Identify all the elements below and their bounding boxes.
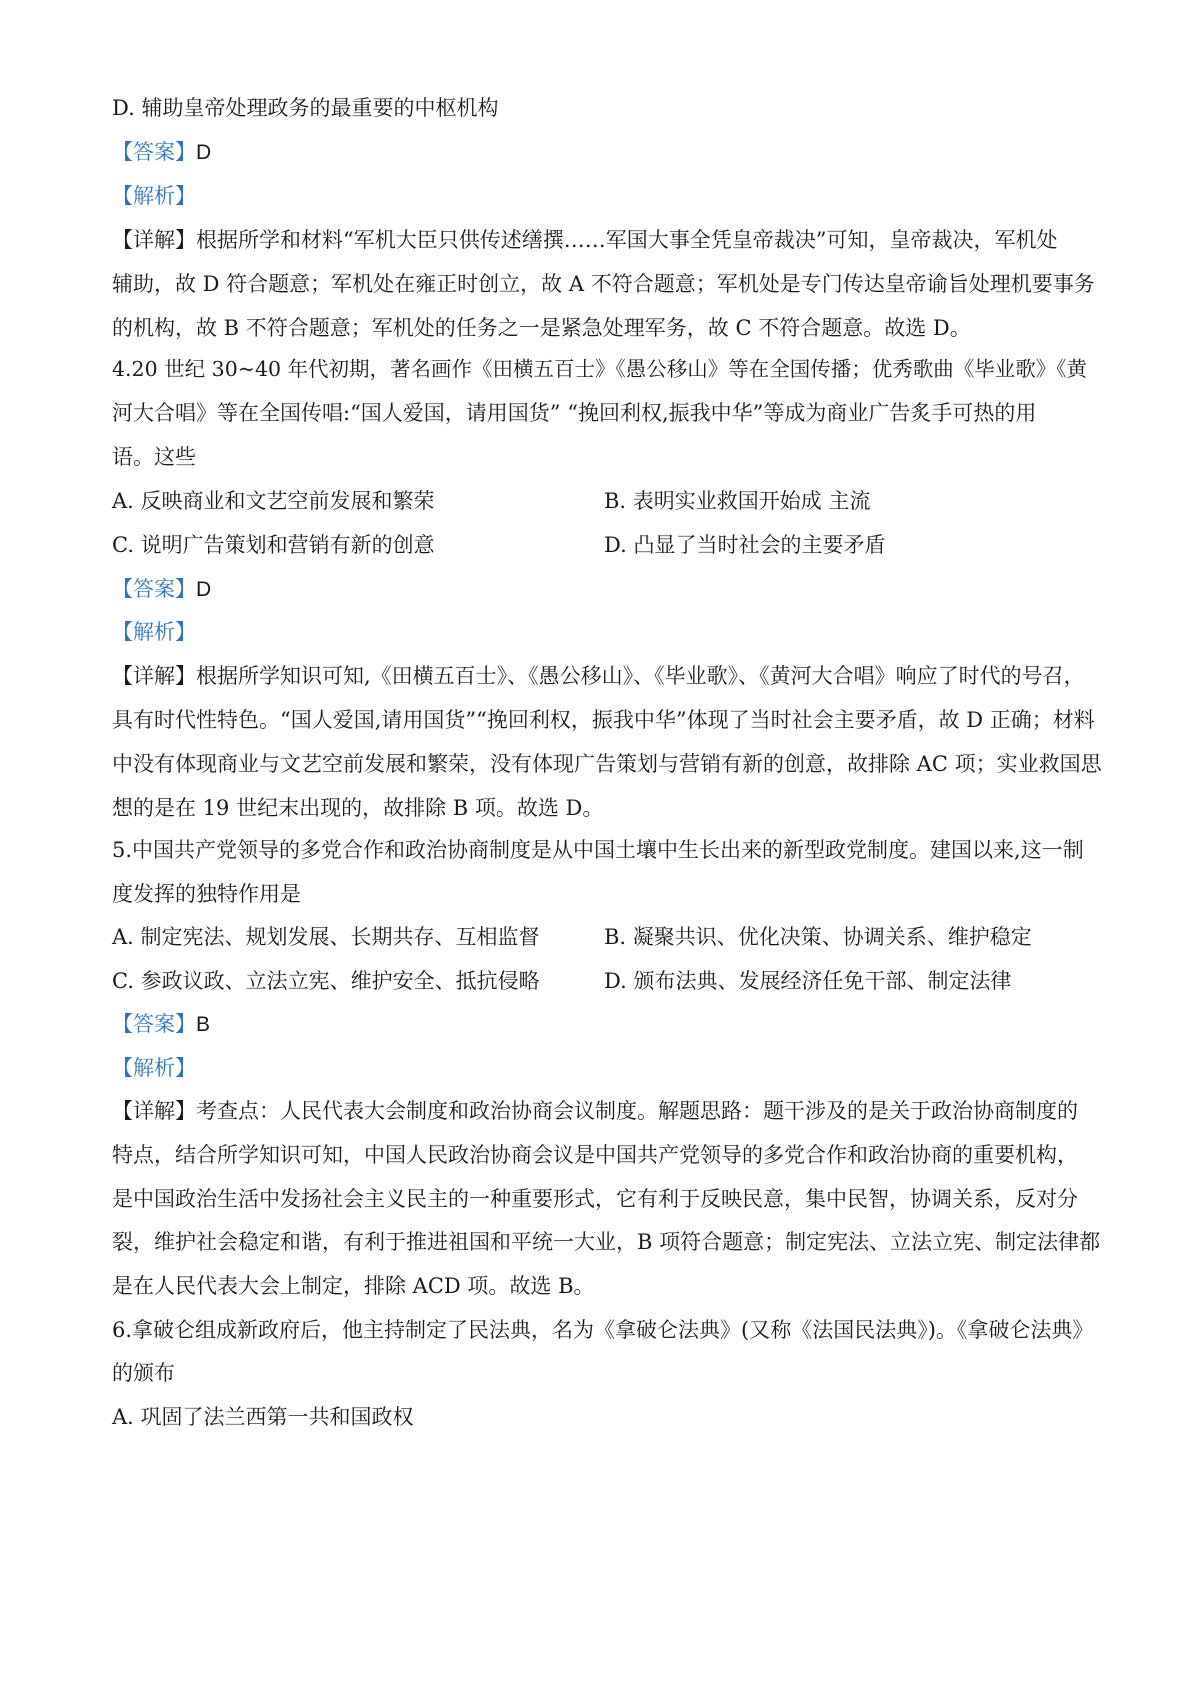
q4-option-c: C. 说明广告策划和营销有新的创意 [112, 533, 435, 557]
q4-detail-line-2: 具有时代性特色。“国人爱国,请用国货”“挽回利权，振我中华”体现了当时社会主要矛盾，故 D 正确；材料 [112, 708, 1095, 732]
q5-detail-line-3: 是中国政治生活中发扬社会主义民主的一种重要形式，它有利于反映民意，集中民智，协调关系，反对分 [112, 1187, 1078, 1211]
answer-label: 【答案】 [112, 1012, 196, 1036]
answer-label: 【答案】 [112, 140, 196, 164]
q3-option-d: D. 辅助皇帝处理政务的最重要的中枢机构 [112, 96, 499, 120]
q5-option-d: D. 颁布法典、发展经济任免干部、制定法律 [604, 969, 1012, 993]
q5-analysis-label: 【解析】 [112, 1056, 196, 1080]
q4-analysis-label: 【解析】 [112, 620, 196, 644]
q5-detail-line-4: 裂，维护社会稳定和谐，有利于推进祖国和平统一大业，B 项符合题意；制定宪法、立法立宪、制定法律都 [112, 1230, 1101, 1254]
q4-option-d: D. 凸显了当时社会的主要矛盾 [604, 533, 886, 557]
q3-analysis-label: 【解析】 [112, 184, 196, 208]
q4-detail-line-3: 中没有体现商业与文艺空前发展和繁荣，没有体现广告策划与营销有新的创意，故排除 AC 项；实业救国思 [112, 752, 1102, 776]
detail-label: 【详解】 [112, 664, 196, 688]
detail-label: 【详解】 [112, 228, 196, 252]
q3-answer [112, 138, 211, 167]
q4-stem-line-1: 4.20 世纪 30~40 年代初期，著名画作《田横五百士》《愚公移山》等在全国传播；优秀歌曲《毕业歌》《黄 [112, 357, 1088, 381]
q6-stem-line-1: 6.拿破仑组成新政府后，他主持制定了民法典，名为《拿破仑法典》(又称《法国民法典》)。《拿破仑法典》 [112, 1318, 1094, 1342]
q4-stem-line-3: 语。这些 [112, 445, 196, 469]
q5-detail-line-5: 是在人民代表大会上制定，排除 ACD 项。故选 B。 [112, 1274, 595, 1298]
q6-option-a: A. 巩固了法兰西第一共和国政权 [112, 1405, 414, 1429]
q5-option-c: C. 参政议政、立法立宪、维护安全、抵抗侵略 [112, 969, 540, 993]
answer-value: D [196, 141, 212, 164]
q4-detail-line-1 [112, 662, 1085, 690]
q4-detail-line-4: 想的是在 19 世纪末出现的，故排除 B 项。故选 D。 [112, 796, 604, 820]
answer-label: 【答案】 [112, 577, 196, 601]
answer-value: D [196, 578, 212, 601]
detail-label: 【详解】 [112, 1099, 196, 1123]
q3-detail-line-2: 辅助，故 D 符合题意；军机处在雍正时创立，故 A 不符合题意；军机处是专门传达皇帝谕旨处理机要事务 [112, 272, 1095, 296]
q5-answer [112, 1010, 210, 1039]
q5-option-a: A. 制定宪法、规划发展、长期共存、互相监督 [112, 925, 540, 949]
q4-answer [112, 575, 211, 604]
q5-detail-line-2: 特点，结合所学知识可知，中国人民政治协商会议是中国共产党领导的多党合作和政治协商的重要机构， [112, 1143, 1078, 1167]
q3-detail-line-3: 的机构，故 B 不符合题意；军机处的任务之一是紧急处理军务，故 C 不符合题意。故选 D。 [112, 316, 971, 340]
q4-stem-line-2: 河大合唱》等在全国传唱:“国人爱国，请用国货” “挽回利权,振我中华”等成为商业广告炙手可热的用 [112, 401, 1037, 425]
q3-detail-line-1 [112, 226, 1057, 254]
q5-detail-line-1 [112, 1097, 1078, 1125]
q6-stem-line-2: 的颁布 [112, 1361, 175, 1385]
q5-stem-line-1: 5.中国共产党领导的多党合作和政治协商制度是从中国土壤中生长出来的新型政党制度。建国以来,这一制 [112, 838, 1084, 862]
answer-value: B [196, 1013, 211, 1036]
q4-option-a: A. 反映商业和文艺空前发展和繁荣 [112, 489, 435, 513]
q5-option-b: B. 凝聚共识、优化决策、协调关系、维护稳定 [604, 925, 1032, 949]
detail-text: 考查点：人民代表大会制度和政治协商会议制度。解题思路：题干涉及的是关于政治协商制度的 [196, 1099, 1078, 1123]
detail-text: 根据所学和材料“军机大臣只供传述缮撰……军国大事全凭皇帝裁决”可知，皇帝裁决，军机处 [196, 228, 1058, 252]
q5-stem-line-2: 度发挥的独特作用是 [112, 882, 301, 906]
detail-text: 根据所学知识可知,《田横五百士》、《愚公移山》、《毕业歌》、《黄河大合唱》响应了时代的号召， [196, 664, 1085, 688]
q4-option-b: B. 表明实业救国开始成 主流 [604, 489, 871, 513]
